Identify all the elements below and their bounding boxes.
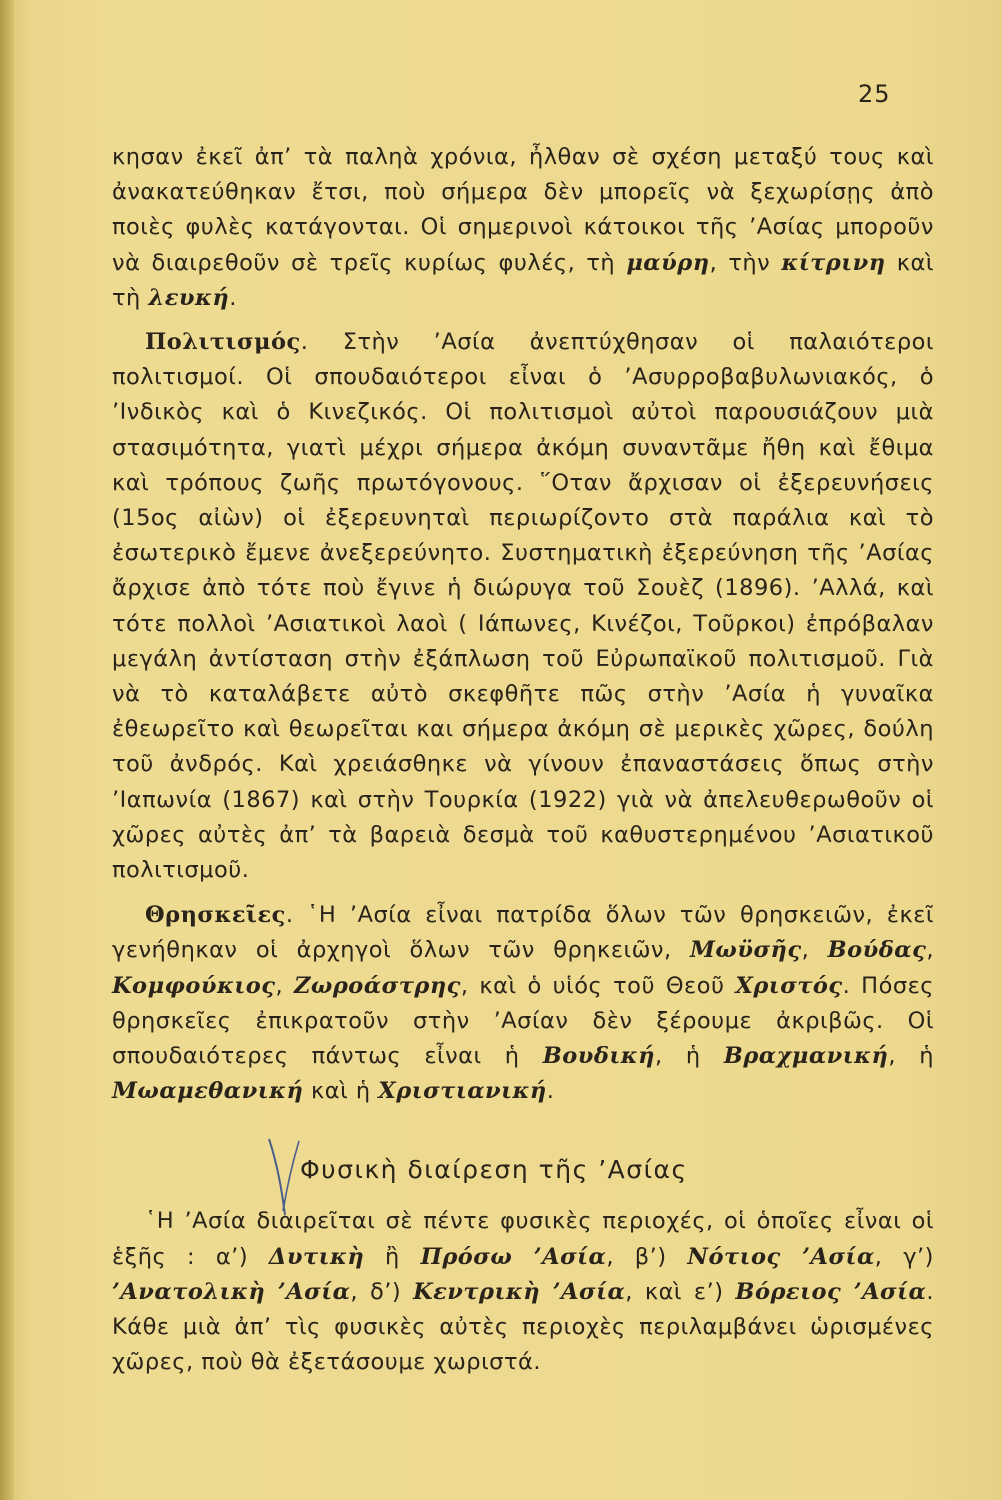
emphasis-islam: Μωαμεθανική [112,1078,304,1105]
pencil-check-mark [267,1137,301,1217]
emphasis-moses: Μωϋσῆς [690,937,802,964]
emphasis-christianity: Χριστιανική [378,1078,547,1105]
emphasis-white-race: λευκή [148,284,230,311]
paragraph-civilization: Πολιτισμός. Στὴν ’Ασία ἀνεπτύχθησαν οἱ παλαιότεροι πολιτισμοί. Οἱ σπουδαιότεροι εἶναι ὁ ’Ασυρροβαβυλωνιακός, ὁ ’Ινδικὸς καὶ ὁ Κινεζικός. Οἱ πολιτισμοὶ αὐτοὶ παρουσιάζουν μιὰ στασιμότητα, γιατὶ μέχρι σήμερα ἀκόμη συναντᾶμε ἤθη καὶ ἔθιμα καὶ τρόπους ζωῆς πρωτόγονους. ῞Οταν ἄρχισαν οἱ ἐξερευνήσεις (15ος αἰὼν) οἱ ἐξερευνηταὶ περιωρίζοντο στὰ παράλια καὶ τὸ ἐσωτερικὸ ἔμενε ἀνεξερεύνητο. Συστηματικὴ ἐξερεύνηση τῆς ’Ασίας ἄρχισε ἀπὸ τότε ποὺ ἔγινε ἡ διώρυγα τοῦ Σουὲζ (1896). ’Αλλά, καὶ τότε πολλοὶ ’Ασιατικοὶ λαοὶ ( Ιάπωνες, Κινέζοι, Τοῦρκοι) ἐπρόβαλαν μεγάλη ἀντίσταση στὴν ἐξάπλωση τοῦ Εὐρωπαϊκοῦ πολιτισμοῦ. Γιὰ νὰ τὸ καταλάβετε αὐτὸ σκεφθῆτε πῶς στὴν ’Ασία ἡ γυναῖκα ἐθεωρεῖτο καὶ θεωρεῖται και σήμερα ἀκόμη σὲ μερικὲς χῶρες, δούλη τοῦ ἀνδρός. Καὶ χρειάσθηκε νὰ γίνουν ἐπαναστάσεις ὅπως στὴν ’Ιαπωνία (1867) καὶ στὴν Τουρκία (1922) γιὰ νὰ ἀπελευθερωθοῦν οἱ χῶρες αὐτὲς ἀπ’ τὰ βαρειὰ δεσμὰ τοῦ καθυστερημένου ’Ασιατικοῦ πολιτισμοῦ. [112,329,934,884]
page-number: 25 [858,80,891,108]
emphasis-northern-asia: Βόρειος ’Ασία [735,1278,927,1305]
page-content [112,140,934,1381]
emphasis-buddha: Βούδας [827,937,927,964]
emphasis-eastern-asia: ’Ανατολικὴ ’Ασία [112,1278,351,1305]
emphasis-christ: Χριστός [735,972,843,999]
emphasis-near-asia: Πρόσω ’Ασία [420,1243,607,1270]
heading-civilization: Πολιτισμός [145,329,301,356]
paragraph-religions: Θρησκεῖες. ῾Η ’Ασία εἶναι πατρίδα ὅλων τῶν θρησκειῶν, ἐκεῖ γενήθηκαν οἱ ἀρχηγοὶ ὅλων τῶν θρηκειῶν, Μωϋσῆς, Βούδας, Κομφούκιος, Ζωροάστρης, καὶ ὁ υἱός τοῦ Θεοῦ Χριστός. Πόσες θρησκεῖες ἐπικρατοῦν στὴν ’Ασίαν δὲν ξέρουμε ἀκριβῶς. Οἱ σπουδαιότερες πάντως εἶναι ἡ Βουδική, ἡ Βραχμανική, ἡ Μωαμεθανική καὶ ἡ Χριστιανική. [112,902,934,1105]
emphasis-central-asia: Κεντρικὴ ’Ασία [413,1278,626,1305]
emphasis-brahmanism: Βραχμανική [723,1043,889,1070]
emphasis-black-race: μαύρη [626,249,710,276]
emphasis-zoroaster: Ζωροάστρης [294,972,461,999]
emphasis-southern-asia: Νότιος ’Ασία [687,1243,875,1270]
emphasis-buddhism: Βουδική [542,1043,656,1070]
emphasis-confucius: Κομφούκιος [112,972,276,999]
paragraph-races: κησαν ἐκεῖ ἀπ’ τὰ παληὰ χρόνια, ἦλθαν σὲ σχέση μεταξύ τους καὶ ἀνακατεύθηκαν ἔτσι, ποὺ σήμερα δὲν μπορεῖς νὰ ξεχωρίσῃς ἀπὸ ποιὲς φυλὲς κατάγονται. Οἱ σημερινοὶ κάτοικοι τῆς ’Ασίας μποροῦν νὰ διαιρεθοῦν σὲ τρεῖς κυρίως φυλές, τὴ μαύρη, τὴν κίτρινη καὶ τὴ λευκή. [112,144,934,311]
emphasis-yellow-race: κίτρινη [781,249,886,276]
section-title-text: Φυσικὴ διαίρεση τῆς ’Ασίας [300,1155,688,1185]
section-title [112,1155,934,1184]
page-binding-edge [0,0,14,1500]
heading-religions: Θρησκεῖες [145,902,286,929]
emphasis-western: Δυτικὴ [268,1243,365,1270]
paragraph-regions: ῾Η ’Ασία διαιρεῖται σὲ πέντε φυσικὲς περιοχές, οἱ ὁποῖες εἶναι οἱ ἑξῆς : α’) Δυτικὴ ἢ Πρόσω ’Ασία, β’) Νότιος ’Ασία, γ’) ’Ανατολικὴ ’Ασία, δ’) Κεντρικὴ ’Ασία, καὶ ε’) Βόρειος ’Ασία. Κάθε μιὰ ἀπ’ τὶς φυσικὲς αὐτὲς περιοχὲς περιλαμβάνει ὡρισμένες χῶρες, ποὺ θὰ ἐξετάσουμε χωριστά. [112,1208,934,1376]
